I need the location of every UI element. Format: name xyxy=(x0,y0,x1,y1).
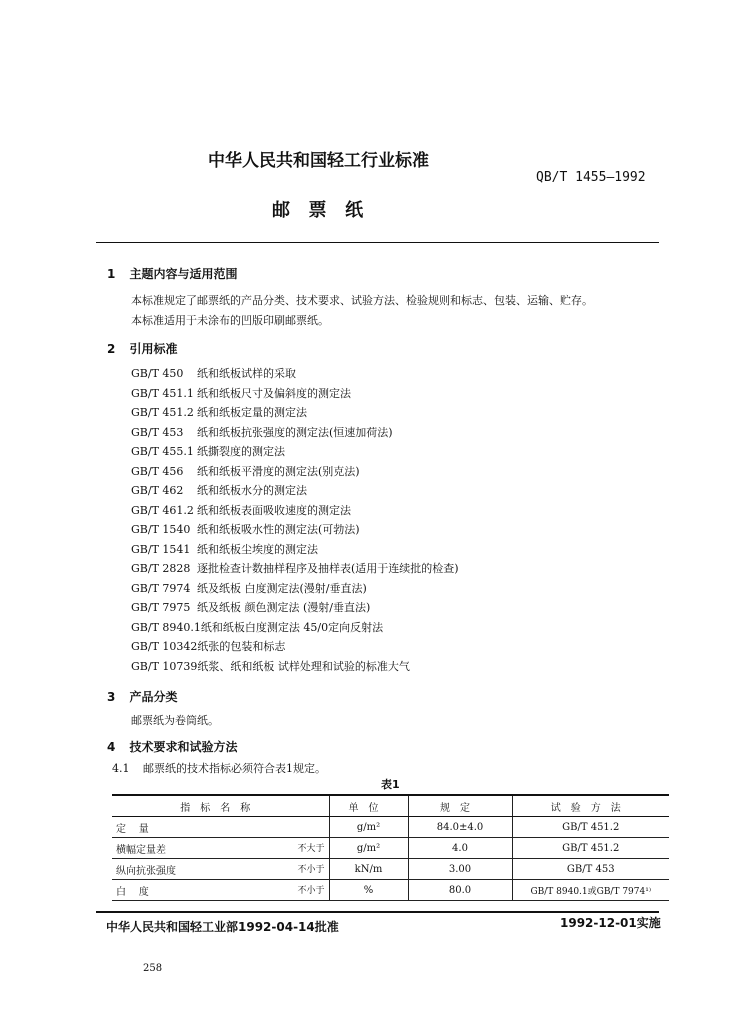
indicator-name: 白 度 xyxy=(116,886,149,898)
section-4-1 xyxy=(112,760,326,776)
reference-code: GB/T 1541 xyxy=(131,542,191,556)
reference-code: GB/T 451.2 xyxy=(131,406,194,419)
reference-code: GB/T 7974 xyxy=(131,581,191,595)
row-indicator xyxy=(112,838,329,859)
section-4-heading xyxy=(107,738,238,755)
reference-code: GB/T 450 xyxy=(131,367,184,380)
reference-code: GB/T 1540 xyxy=(131,523,191,536)
cell-method: GB/T 451.2 xyxy=(512,838,669,859)
reference-code: GB/T 8940.1 xyxy=(131,620,201,634)
reference-code: GB/T 10739 xyxy=(131,659,198,673)
technical-spec-table xyxy=(112,794,669,901)
cell-unit: g/m² xyxy=(329,817,408,838)
section-2-number: 2 xyxy=(107,342,116,356)
reference-item xyxy=(131,463,360,479)
cell-method: GB/T 8940.1或GB/T 7974¹⁾ xyxy=(512,880,669,901)
reference-item xyxy=(131,365,296,381)
cell-method: GB/T 451.2 xyxy=(512,817,669,838)
table-header-row xyxy=(112,795,669,817)
header-spec: 规定 xyxy=(408,795,512,817)
reference-code: GB/T 7975 xyxy=(131,601,191,614)
issuer-title: 中华人民共和国轻工行业标准 xyxy=(208,151,429,171)
cell-method: GB/T 453 xyxy=(512,859,669,880)
section-4-1-text: 邮票纸的技术指标必须符合表1规定。 xyxy=(143,762,326,775)
section-4-title: 技术要求和试验方法 xyxy=(129,740,238,754)
indicator-condition: 不大于 xyxy=(297,844,325,854)
reference-name: 纸和纸板平滑度的测定法(别克法) xyxy=(197,464,360,478)
reference-item xyxy=(131,502,351,518)
section-1-heading xyxy=(107,265,238,282)
reference-code: GB/T 456 xyxy=(131,464,184,478)
indicator-name: 横幅定量差 xyxy=(116,844,166,856)
reference-code: GB/T 451.1 xyxy=(131,386,194,400)
section-1-title: 主题内容与适用范围 xyxy=(129,267,238,281)
reference-code: GB/T 10342 xyxy=(131,640,198,653)
reference-item xyxy=(131,638,285,654)
cell-unit: kN/m xyxy=(329,859,408,880)
reference-name: 纸和纸板尺寸及偏斜度的测定法 xyxy=(197,386,351,400)
reference-name: 纸及纸板 白度测定法(漫射/垂直法) xyxy=(197,581,367,595)
header-indicator-name: 指标名称 xyxy=(112,795,329,817)
reference-name: 纸浆、纸和纸板 试样处理和试验的标准大气 xyxy=(197,659,410,673)
section-2-title: 引用标准 xyxy=(129,342,178,356)
cell-unit: g/m² xyxy=(329,838,408,859)
section-3-paragraph: 邮票纸为卷筒纸。 xyxy=(131,714,219,727)
reference-name: 纸和纸板定量的测定法 xyxy=(197,406,307,419)
reference-item xyxy=(131,482,307,498)
reference-item xyxy=(131,541,318,557)
document-title: 邮 票 纸 xyxy=(272,200,366,221)
cell-spec: 84.0±4.0 xyxy=(408,817,512,838)
reference-item xyxy=(131,521,360,537)
reference-code: GB/T 462 xyxy=(131,484,184,497)
reference-name: 纸张的包装和标志 xyxy=(197,640,286,653)
reference-item xyxy=(131,580,367,596)
reference-item xyxy=(131,599,370,615)
reference-name: 纸撕裂度的测定法 xyxy=(197,445,285,458)
cell-unit: % xyxy=(329,880,408,901)
reference-code: GB/T 461.2 xyxy=(131,503,194,517)
row-indicator xyxy=(112,880,329,901)
reference-item xyxy=(131,424,393,440)
section-3-title: 产品分类 xyxy=(129,690,178,704)
reference-name: 逐批检查计数抽样程序及抽样表(适用于连续批的检查) xyxy=(197,562,459,575)
header-test-method: 试验方法 xyxy=(512,795,669,817)
reference-name: 纸及纸板 颜色测定法 (漫射/垂直法) xyxy=(197,601,371,614)
cell-spec: 3.00 xyxy=(408,859,512,880)
reference-name: 纸和纸板水分的测定法 xyxy=(197,484,307,497)
row-indicator xyxy=(112,817,329,838)
footer-divider xyxy=(96,911,659,913)
table-row xyxy=(112,859,669,880)
reference-item xyxy=(131,619,383,635)
indicator-name: 纵向抗张强度 xyxy=(116,865,176,877)
reference-name: 纸和纸板试样的采取 xyxy=(197,367,296,380)
section-1-number: 1 xyxy=(107,267,116,281)
reference-name: 纸和纸板白度测定法 45/0定向反射法 xyxy=(200,620,384,634)
section-2-heading xyxy=(107,340,178,357)
section-1-paragraph-1: 本标准规定了邮票纸的产品分类、技术要求、试验方法、检验规则和标志、包装、运输、贮存。 xyxy=(131,294,593,307)
reference-code: GB/T 453 xyxy=(131,425,184,439)
table-row xyxy=(112,838,669,859)
reference-name: 纸和纸板吸水性的测定法(可勃法) xyxy=(197,523,360,536)
header-unit: 单位 xyxy=(329,795,408,817)
reference-item xyxy=(131,443,285,459)
reference-name: 纸和纸板表面吸收速度的测定法 xyxy=(197,503,351,517)
table-row xyxy=(112,880,669,901)
cell-spec: 4.0 xyxy=(408,838,512,859)
approval-line: 中华人民共和国轻工业部1992-04-14批准 xyxy=(106,920,339,934)
title-divider xyxy=(96,242,659,243)
reference-code: GB/T 2828 xyxy=(131,562,191,575)
section-3-heading xyxy=(107,688,178,705)
reference-item xyxy=(131,658,410,674)
cell-spec: 80.0 xyxy=(408,880,512,901)
section-4-number: 4 xyxy=(107,740,116,754)
standard-number: QB/T 1455—1992 xyxy=(536,170,646,185)
reference-name: 纸和纸板抗张强度的测定法(恒速加荷法) xyxy=(197,425,393,439)
table-row xyxy=(112,817,669,838)
page-number: 258 xyxy=(143,963,163,974)
indicator-name: 定 量 xyxy=(116,823,149,835)
reference-item xyxy=(131,404,307,420)
reference-name: 纸和纸板尘埃度的测定法 xyxy=(197,542,318,556)
reference-item xyxy=(131,385,351,401)
indicator-condition: 不小于 xyxy=(297,886,325,896)
reference-item xyxy=(131,560,459,576)
indicator-condition: 不小于 xyxy=(297,865,325,875)
section-3-number: 3 xyxy=(107,690,116,704)
effective-date: 1992-12-01实施 xyxy=(560,916,661,930)
row-indicator xyxy=(112,859,329,880)
reference-code: GB/T 455.1 xyxy=(131,445,194,458)
section-4-1-number: 4.1 xyxy=(112,762,130,775)
section-1-paragraph-2: 本标准适用于未涂布的凹版印刷邮票纸。 xyxy=(131,314,329,327)
table-caption: 表1 xyxy=(381,778,400,791)
